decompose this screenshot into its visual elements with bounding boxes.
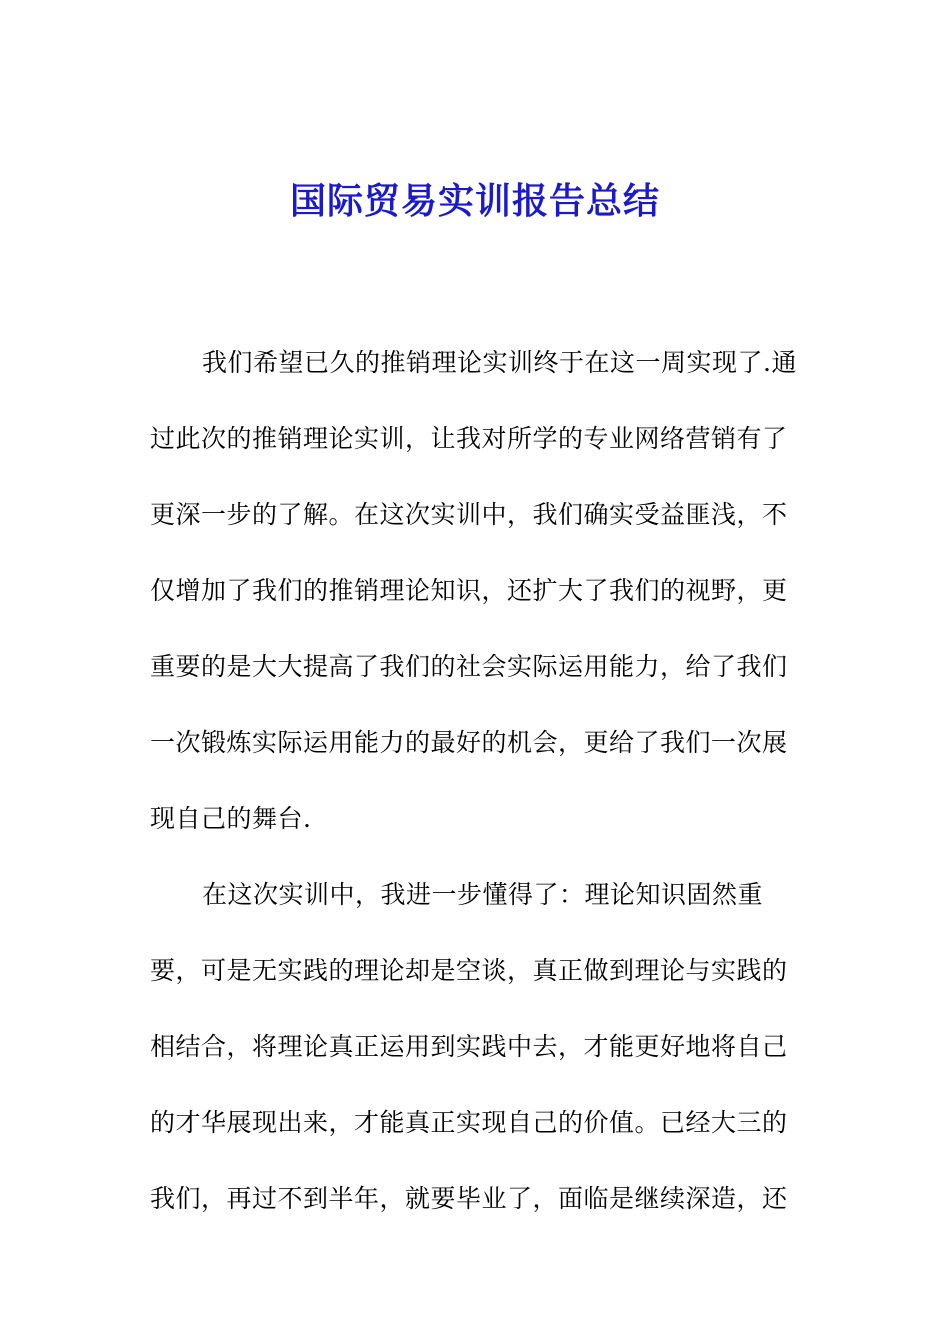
paragraph-line: 我们希望已久的推销理论实训终于在这一周实现了.通 (202, 348, 797, 377)
document-body (150, 325, 800, 1237)
paragraph-line: 一次锻炼实际运用能力的最好的机会，更给了我们一次展 (150, 728, 788, 757)
paragraph-line: 在这次实训中，我进一步懂得了：理论知识固然重 (202, 880, 764, 909)
paragraph-line: 仅增加了我们的推销理论知识，还扩大了我们的视野，更 (150, 576, 788, 605)
paragraph-line: 要，可是无实践的理论却是空谈，真正做到理论与实践的 (150, 956, 788, 985)
paragraph-line: 现自己的舞台. (150, 804, 312, 833)
document-title: 国际贸易实训报告总结 (289, 181, 660, 222)
paragraph-2 (150, 857, 800, 1237)
paragraph-line: 的才华展现出来，才能真正实现自己的价值。已经大三的 (150, 1108, 788, 1137)
paragraph-line: 相结合，将理论真正运用到实践中去，才能更好地将自己 (150, 1032, 788, 1061)
paragraph-line: 过此次的推销理论实训，让我对所学的专业网络营销有了 (150, 424, 788, 453)
paragraph-line: 更深一步的了解。在这次实训中，我们确实受益匪浅，不 (150, 500, 788, 529)
paragraph-line: 我们，再过不到半年，就要毕业了，面临是继续深造，还 (150, 1184, 788, 1213)
paragraph-line: 重要的是大大提高了我们的社会实际运用能力，给了我们 (150, 652, 788, 681)
paragraph-1 (150, 325, 800, 857)
